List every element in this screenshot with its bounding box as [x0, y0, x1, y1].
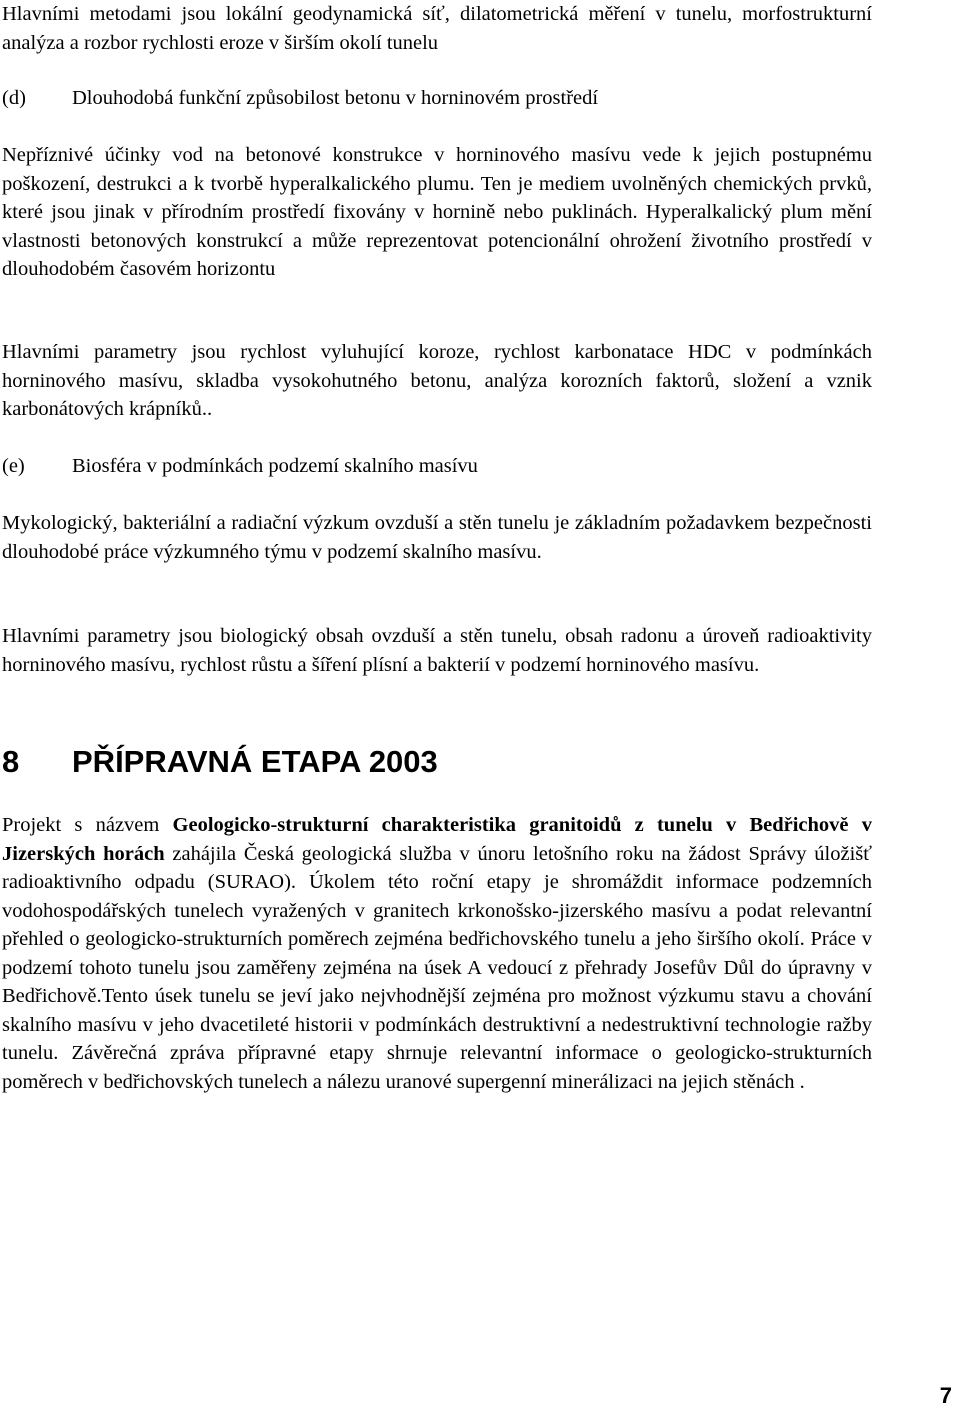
paragraph-d1: Nepříznivé účinky vod na betonové konstrukce v horninového masívu vede k jejich postupnému poškození, destrukci a k tvorbě hyperalkalického plumu. Ten je mediem uvolněných chemických prvků, které jsou jinak v přírodním prostředí fixovány v hornině nebo puklinách. Hyperalkalický plum mění vlastnosti betonových konstrukcí a může reprezentovat potencionální ohrožení životního prostředí v dlouhodobém časovém horizontu	[2, 144, 872, 280]
list-item-d-label: (d)	[2, 87, 26, 109]
section-heading	[2, 742, 438, 782]
paragraph-e2: Hlavními parametry jsou biologický obsah ovzduší a stěn tunelu, obsah radonu a úroveň radioaktivity horninového masívu, rychlost růstu a šíření plísní a bakterií v podzemí horninového masívu.	[2, 625, 872, 676]
page-number: 7	[939, 1383, 952, 1408]
section-title: PŘÍPRAVNÁ ETAPA 2003	[72, 744, 438, 779]
list-item-e-label: (e)	[2, 455, 25, 477]
list-item-e-title: Biosféra v podmínkách podzemí skalního masívu	[72, 455, 478, 477]
project-body: zahájila Česká geologická služba v únoru letošního roku na žádost Správy úložišť radioaktivního odpadu (SURAO). Úkolem této roční etapy je shromáždit informace podzemních vodohospodářských tunelech vyražených v granitech krkonošsko-jizerského masívu a podat relevantní přehled o geologicko-strukturních poměrech zejména bedřichovského tunelu a jeho širšího okolí. Práce v podzemí tohoto tunelu jsou zaměřeny zejména na úsek A vedoucí z přehrady Josefův Důl do úpravny v Bedřichově.Tento úsek tunelu se jeví jako nejvhodnější zejména pro možnost výzkumu stavu a chování skalního masívu v jeho dvacetileté historii v podmínkách destruktivní a nedestruktivní technologie ražby tunelu. Závěrečná zpráva přípravné etapy shrnuje relevantní informace o geologicko-strukturních poměrech v bedřichovských tunelech a nálezu uranové supergenní minerálizaci na jejich stěnách .	[2, 842, 873, 1093]
intro-paragraph: Hlavními metodami jsou lokální geodynamická síť, dilatometrická měření v tunelu, morfostrukturní analýza a rozbor rychlosti eroze v širším okolí tunelu	[2, 3, 872, 54]
list-item-e	[2, 452, 478, 481]
section-number: 8	[2, 744, 20, 779]
paragraph-e1: Mykologický, bakteriální a radiační výzkum ovzduší a stěn tunelu je základním požadavkem bezpečnosti dlouhodobé práce výzkumného týmu v podzemí skalního masívu.	[2, 512, 872, 563]
project-paragraph	[2, 811, 872, 1096]
list-item-d-title: Dlouhodobá funkční způsobilost betonu v horninovém prostředí	[72, 87, 599, 109]
project-title: Geologicko-strukturní charakteristika granitoidů z tunelu v Bedřichově v Jizerských horách	[2, 814, 872, 865]
project-lead: Projekt s názvem	[2, 814, 173, 836]
paragraph-d2: Hlavními parametry jsou rychlost vyluhující koroze, rychlost karbonatace HDC v podmínkách horninového masívu, skladba vysokohutného betonu, analýza korozních faktorů, složení a vznik karbonátových krápníků..	[2, 341, 872, 420]
list-item-d	[2, 84, 598, 113]
